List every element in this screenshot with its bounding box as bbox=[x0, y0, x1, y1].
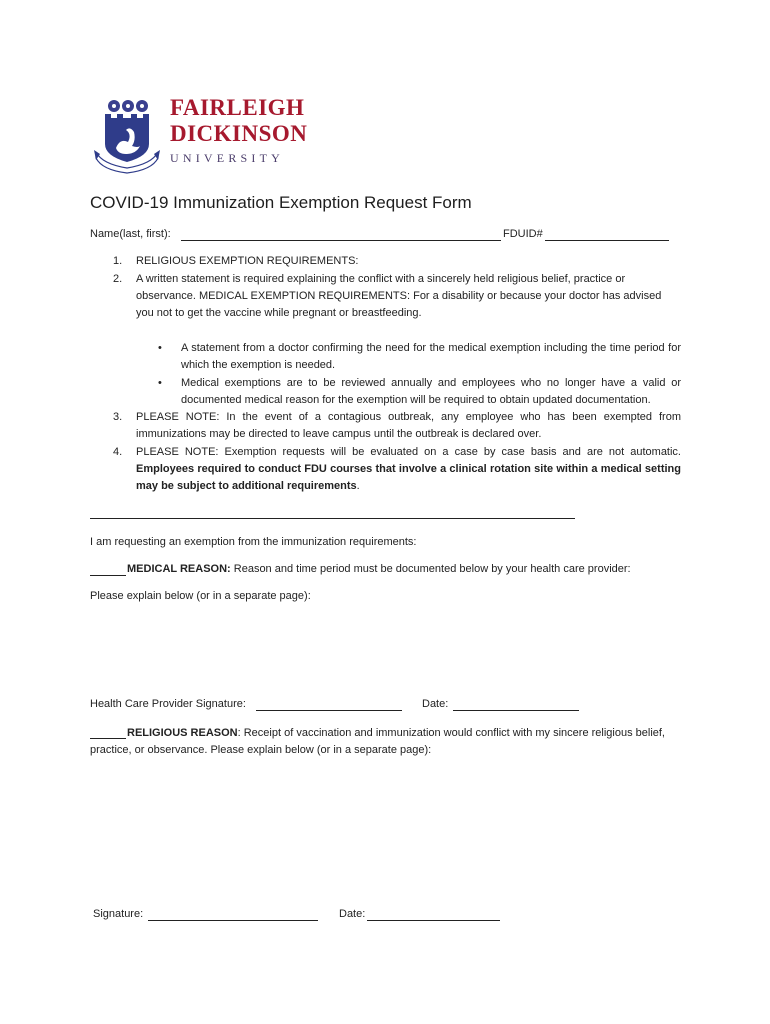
bullet-doctor-statement: A statement from a doctor confirming the need for the medical exemption including the time period for which the exemption is needed. bbox=[181, 342, 681, 371]
logo-wordmark-line2: DICKINSON bbox=[170, 121, 308, 146]
fduid-label: FDUID# bbox=[503, 228, 543, 240]
name-field[interactable] bbox=[181, 240, 501, 241]
medical-reason-text: Reason and time period must be documented below by your health care provider: bbox=[230, 563, 631, 575]
medical-reason-checkbox-line[interactable] bbox=[90, 575, 126, 576]
item-evaluation-period: . bbox=[356, 480, 360, 492]
medical-reason-line bbox=[127, 562, 631, 577]
item-written-statement: A written statement is required explaining the conflict with a sincerely held religious belief, practice or observance. MEDICAL EXEMPTION REQUIREMENTS: For a disability or because your doctor has advised you not to get the vaccine while pregnant or breastfeeding. bbox=[136, 273, 662, 319]
item-outbreak-note: PLEASE NOTE: In the event of a contagious outbreak, any employee who has been exempted from immunizations may be directed to leave campus until the outbreak is declared over. bbox=[136, 411, 681, 440]
bullet-dot-1: • bbox=[158, 342, 162, 354]
item-number-4: 4. bbox=[113, 446, 123, 458]
religious-explanation-area[interactable] bbox=[90, 770, 680, 895]
signature-date-label: Date: bbox=[339, 908, 366, 920]
item-clinical-rotation-note: Employees required to conduct FDU courses that involve a clinical rotation site within a medical setting may be subject to additional requirements bbox=[136, 463, 681, 492]
religious-reason-line bbox=[90, 725, 690, 759]
logo-wordmark-line1: FAIRLEIGH bbox=[170, 95, 305, 120]
provider-date-label: Date: bbox=[422, 698, 449, 710]
section-divider bbox=[90, 518, 575, 519]
signature-field[interactable] bbox=[148, 920, 318, 921]
item-religious-requirements: RELIGIOUS EXEMPTION REQUIREMENTS: bbox=[136, 255, 359, 267]
medical-explain-label: Please explain below (or in a separate page): bbox=[90, 590, 311, 602]
item-evaluation-text: PLEASE NOTE: Exemption requests will be evaluated on a case by case basis and are not automatic. bbox=[136, 446, 681, 458]
signature-date-field[interactable] bbox=[367, 920, 500, 921]
medical-explanation-area[interactable] bbox=[90, 610, 680, 690]
bullet-annual-review: Medical exemptions are to be reviewed annually and employees who no longer have a valid or documented medical reason for the exemption will be required to obtain updated documentation. bbox=[181, 377, 681, 406]
exemption-intro: I am requesting an exemption from the immunization requirements: bbox=[90, 536, 417, 548]
bullet-dot-2: • bbox=[158, 377, 162, 389]
logo-wordmark-line3: UNIVERSITY bbox=[170, 151, 284, 165]
religious-reason-text: : Receipt of vaccination and immunization would conflict with my sincere religious belief, practice, or observance. Please explain below (or in a separate page): bbox=[90, 727, 665, 756]
medical-reason-label: MEDICAL REASON: bbox=[127, 563, 231, 575]
fdu-crest-icon bbox=[92, 94, 162, 174]
form-title: COVID-19 Immunization Exemption Request Form bbox=[90, 193, 472, 212]
item-number-3: 3. bbox=[113, 411, 123, 423]
provider-signature-label: Health Care Provider Signature: bbox=[90, 698, 246, 710]
name-label: Name(last, first): bbox=[90, 228, 171, 240]
item-number-1: 1. bbox=[113, 255, 123, 267]
item-number-2: 2. bbox=[113, 273, 123, 285]
fduid-field[interactable] bbox=[545, 240, 669, 241]
religious-reason-label: RELIGIOUS REASON bbox=[127, 727, 238, 739]
item-evaluation-note bbox=[136, 444, 681, 495]
provider-date-field[interactable] bbox=[453, 710, 579, 711]
signature-label: Signature: bbox=[93, 908, 144, 920]
provider-signature-field[interactable] bbox=[256, 710, 402, 711]
fdu-logo bbox=[92, 94, 307, 174]
